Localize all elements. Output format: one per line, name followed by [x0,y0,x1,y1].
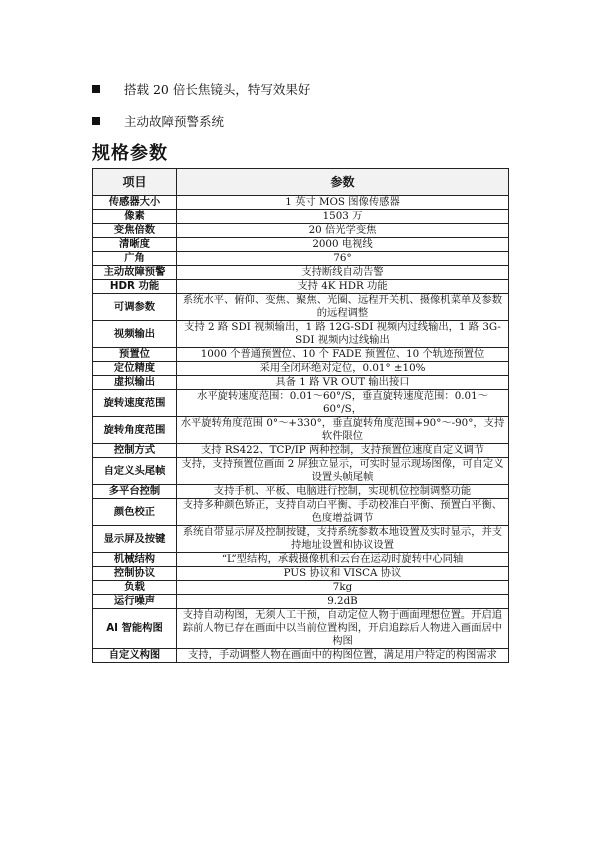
spec-item-value: 支持手机、平板、电脑进行控制，实现机位控制调整功能 [177,485,509,499]
spec-item-value: PUS 协议和 VISCA 协议 [177,567,509,581]
table-row [93,238,509,252]
table-row [93,567,509,581]
spec-item-value: 76° [177,252,509,266]
table-row [93,362,509,376]
spec-item-label: 预置位 [93,348,177,362]
spec-item-label: 主动故障预警 [93,266,177,280]
spec-item-label: 显示屏及按键 [93,526,177,553]
feature-bullet-text: 搭载 20 倍长焦镜头，特写效果好 [124,82,311,97]
table-row [93,224,509,238]
spec-item-value: 20 倍光学变焦 [177,224,509,238]
table-header-row [93,169,509,196]
square-bullet-icon [92,85,100,93]
spec-item-value: 支持自动构图，无须人工干预，自动定位人物于画面理想位置。开启追踪前人物已存在画面中以当前位置构图，开启追踪后人物进入画面居中构图 [177,609,509,649]
spec-item-label: 运行噪声 [93,595,177,609]
spec-item-value: 1 英寸 MOS 图像传感器 [177,196,509,210]
table-row [93,348,509,362]
spec-item-value: 支持断线自动告警 [177,266,509,280]
table-row [93,609,509,649]
spec-item-label: 传感器大小 [93,196,177,210]
square-bullet-icon [92,117,100,125]
spec-item-label: 清晰度 [93,238,177,252]
spec-item-value: 1000 个普通预置位、10 个 FADE 预置位、10 个轨迹预置位 [177,348,509,362]
spec-item-label: 旋转角度范围 [93,417,177,444]
spec-item-value: 7kg [177,581,509,595]
table-row [93,417,509,444]
spec-item-label: 负载 [93,581,177,595]
spec-item-label: HDR 功能 [93,280,177,294]
table-row [93,376,509,390]
table-row [93,526,509,553]
table-row [93,266,509,280]
spec-item-label: 变焦倍数 [93,224,177,238]
feature-bullet-text: 主动故障预警系统 [124,114,225,129]
table-row [93,595,509,609]
spec-item-value: 支持 2 路 SDI 视频输出，1 路 12G-SDI 视频内过线输出，1 路 3G-SDI 视频内过线输出 [177,321,509,348]
spec-item-value: 支持，支持预置位画面 2 屏独立显示，可实时显示现场图像，可自定义设置头帧尾帧 [177,458,509,485]
spec-item-value: 支持，手动调整人物在画面中的构图位置，满足用户特定的构图需求 [177,649,509,663]
table-row [93,252,509,266]
spec-item-value: 9.2dB [177,595,509,609]
header-param: 参数 [177,169,509,196]
spec-item-label: 颜色校正 [93,499,177,526]
spec-item-label: 可调参数 [93,294,177,321]
spec-item-value: 支持 RS422、TCP/IP 两种控制，支持预置位速度自定义调节 [177,444,509,458]
table-row [93,485,509,499]
spec-item-value: 水平旋转速度范围：0.01～60°/S，垂直旋转速度范围：0.01～60°/S， [177,390,509,417]
spec-table-body [93,196,509,663]
spec-item-value: 具备 1 路 VR OUT 输出接口 [177,376,509,390]
spec-item-label: 定位精度 [93,362,177,376]
spec-item-label: 视频输出 [93,321,177,348]
spec-item-value: 系统水平、俯仰、变焦、聚焦、光圈、远程开关机、摄像机菜单及参数的远程调整 [177,294,509,321]
spec-item-value: 支持多种颜色矫正，支持自动白平衡、手动校准白平衡、预置白平衡、色度增益调节 [177,499,509,526]
spec-item-label: 虚拟输出 [93,376,177,390]
spec-item-value: “L”型结构，承载摄像机和云台在运动时旋转中心同轴 [177,553,509,567]
spec-table [92,168,509,663]
spec-item-label: 广角 [93,252,177,266]
table-row [93,444,509,458]
spec-item-value: 2000 电视线 [177,238,509,252]
table-row [93,390,509,417]
spec-item-label: 机械结构 [93,553,177,567]
spec-item-label: 控制方式 [93,444,177,458]
spec-item-value: 采用全闭环绝对定位，0.01° ±10% [177,362,509,376]
spec-item-value: 水平旋转角度范围 0°～+330°，垂直旋转角度范围+90°～-90°，支持软件限位 [177,417,509,444]
table-row [93,321,509,348]
spec-item-label: 自定义构图 [93,649,177,663]
spec-item-value: 支持 4K HDR 功能 [177,280,509,294]
spec-item-label: 旋转速度范围 [93,390,177,417]
spec-item-label: AI 智能构图 [93,609,177,649]
header-item: 项目 [93,169,177,196]
spec-item-label: 像素 [93,210,177,224]
spec-item-label: 自定义头尾帧 [93,458,177,485]
table-row [93,649,509,663]
section-title: 规格参数 [92,143,168,164]
table-row [93,280,509,294]
table-row [93,196,509,210]
spec-item-value: 系统自带显示屏及控制按键，支持系统参数本地设置及实时显示，并支持地址设置和协议设置 [177,526,509,553]
feature-bullet-list [92,78,512,142]
feature-bullet [92,78,512,100]
table-row [93,294,509,321]
table-row [93,458,509,485]
feature-bullet [92,110,512,132]
table-row [93,581,509,595]
table-row [93,499,509,526]
spec-item-label: 控制协议 [93,567,177,581]
table-row [93,210,509,224]
spec-item-label: 多平台控制 [93,485,177,499]
table-row [93,553,509,567]
spec-item-value: 1503 万 [177,210,509,224]
